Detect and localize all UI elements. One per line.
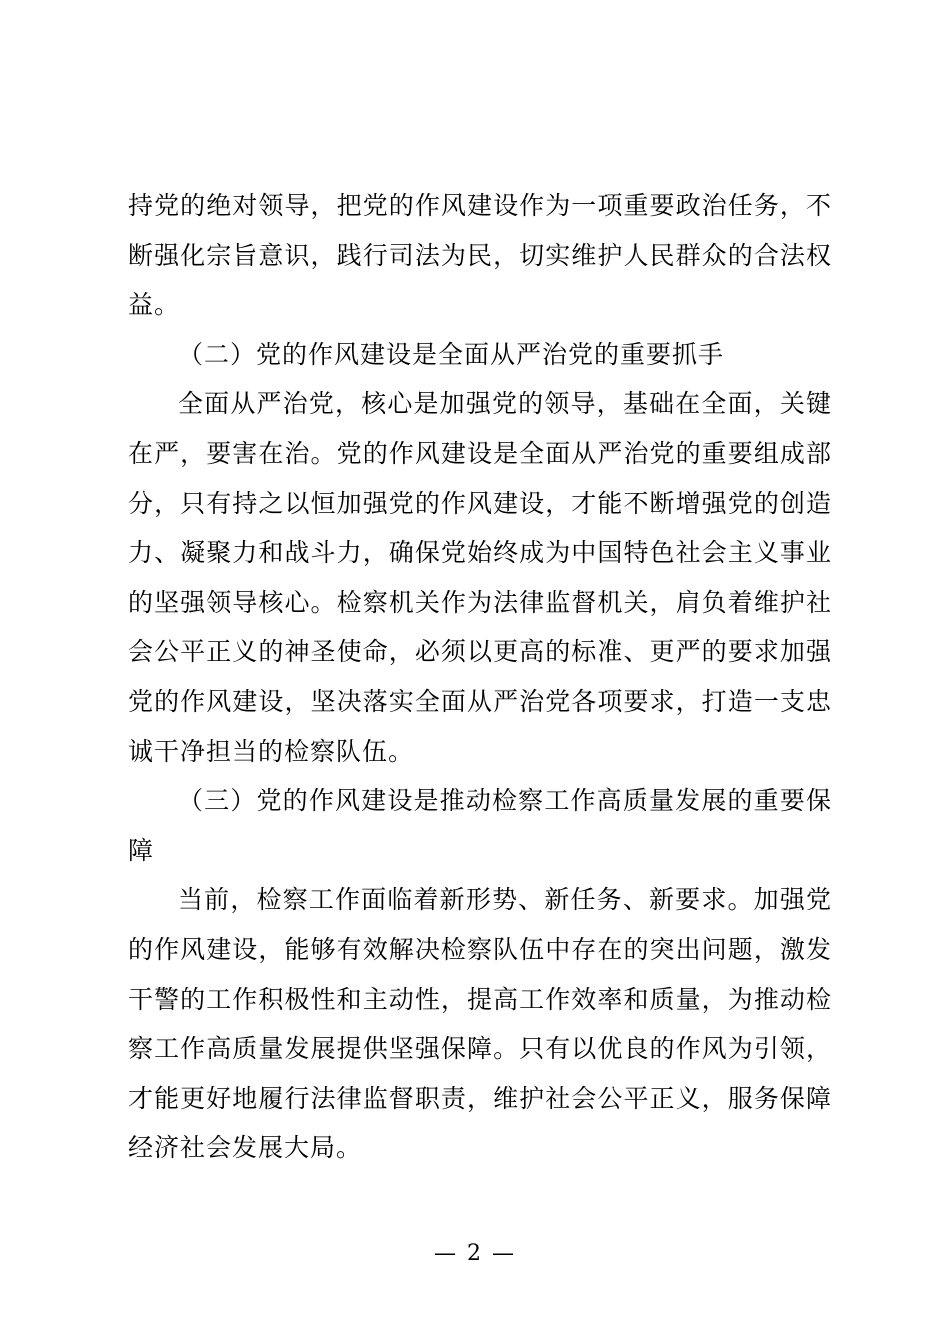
page-number: — 2 —: [434, 1241, 516, 1266]
document-body: [128, 181, 832, 1173]
section-heading-2: （二）党的作风建设是全面从严治党的重要抓手: [178, 339, 725, 369]
section-heading-3: （三）党的作风建设是推动检察工作高质量发展的重要保障: [128, 786, 832, 865]
paragraph-continuation: 持党的绝对领导，把党的作风建设作为一项重要政治任务，不断强化宗旨意识，践行司法为民，切实维护人民群众的合法权益。: [128, 191, 832, 320]
paragraph-body-3: 当前，检察工作面临着新形势、新任务、新要求。加强党的作风建设，能够有效解决检察队伍中存在的突出问题，激发干警的工作积极性和主动性，提高工作效率和质量，为推动检察工作高质量发展提供坚强保障。只有以优良的作风为引领，才能更好地履行法律监督职责，维护社会公平正义，服务保障经济社会发展大局。: [128, 885, 832, 1163]
paragraph-body-2: 全面从严治党，核心是加强党的领导，基础在全面，关键在严，要害在治。党的作风建设是全面从严治党的重要组成部分，只有持之以恒加强党的作风建设，才能不断增强党的创造力、凝聚力和战斗力，确保党始终成为中国特色社会主义事业的坚强领导核心。检察机关作为法律监督机关，肩负着维护社会公平正义的神圣使命，必须以更高的标准、更严的要求加强党的作风建设，坚决落实全面从严治党各项要求，打造一支忠诚干净担当的检察队伍。: [128, 389, 832, 766]
